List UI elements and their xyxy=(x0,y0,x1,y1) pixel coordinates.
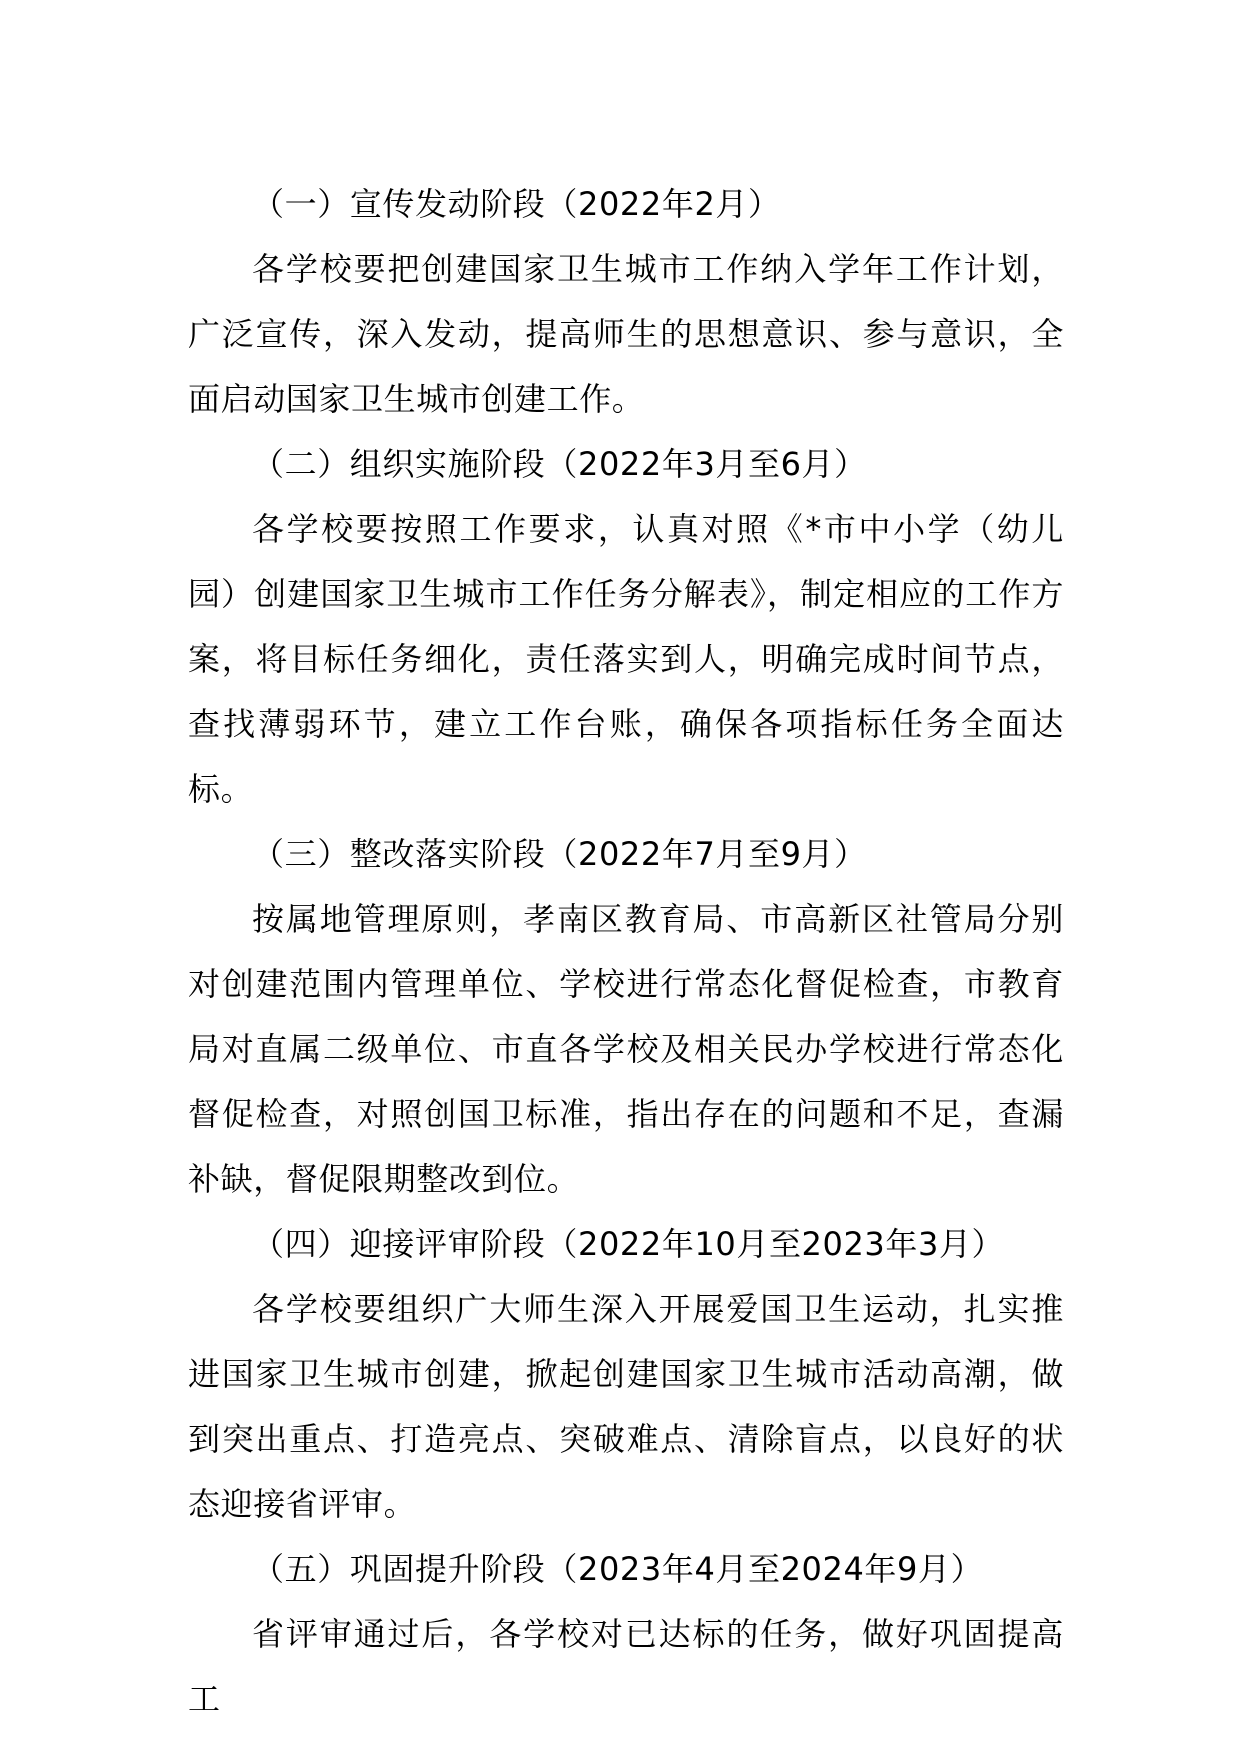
section-heading-4: （四）迎接评审阶段（2022年10月至2023年3月） xyxy=(252,1225,1005,1263)
section-heading-3: （三）整改落实阶段（2022年7月至9月） xyxy=(252,835,867,873)
section-paragraph-4: 各学校要组织广大师生深入开展爱国卫生运动，扎实推进国家卫生城市创建，掀起创建国家卫生城市活动高潮，做到突出重点、打造亮点、突破难点、清除盲点，以良好的状态迎接省评审。 xyxy=(188,1290,1064,1523)
section-paragraph-5: 省评审通过后，各学校对已达标的任务，做好巩固提高工 xyxy=(188,1615,1064,1718)
section-heading-1: （一）宣传发动阶段（2022年2月） xyxy=(252,185,781,223)
section-paragraph-1: 各学校要把创建国家卫生城市工作纳入学年工作计划，广泛宣传，深入发动，提高师生的思想意识、参与意识，全面启动国家卫生城市创建工作。 xyxy=(188,250,1064,418)
section-paragraph-3: 按属地管理原则，孝南区教育局、市高新区社管局分别对创建范围内管理单位、学校进行常态化督促检查，市教育局对直属二级单位、市直各学校及相关民办学校进行常态化督促检查，对照创国卫标准，指出存在的问题和不足，查漏补缺，督促限期整改到位。 xyxy=(188,900,1064,1198)
section-heading-2: （二）组织实施阶段（2022年3月至6月） xyxy=(252,445,867,483)
document-body xyxy=(188,172,1064,1732)
section-heading-5: （五）巩固提升阶段（2023年4月至2024年9月） xyxy=(252,1550,984,1588)
section-paragraph-2: 各学校要按照工作要求，认真对照《*市中小学（幼儿园）创建国家卫生城市工作任务分解表》，制定相应的工作方案，将目标任务细化，责任落实到人，明确完成时间节点，查找薄弱环节，建立工作台账，确保各项指标任务全面达标。 xyxy=(188,510,1064,808)
